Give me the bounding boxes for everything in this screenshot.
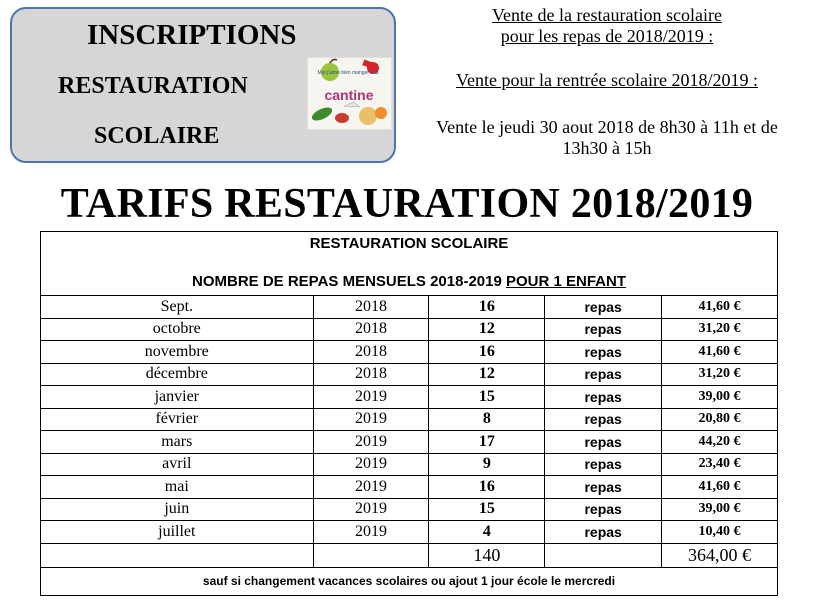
month-cell: janvier — [41, 386, 314, 409]
notice-line-1: Vente de la restauration scolaire — [492, 5, 722, 25]
unit-cell: repas — [545, 431, 662, 454]
table-header-subtitle-text: NOMBRE DE REPAS MENSUELS 2018-2019 — [192, 273, 506, 290]
unit-cell: repas — [545, 363, 662, 386]
meals-cell: 9 — [429, 453, 545, 476]
meals-cell: 16 — [429, 296, 545, 319]
month-cell: juin — [41, 498, 314, 521]
table-row — [41, 453, 778, 476]
year-cell: 2019 — [313, 386, 429, 409]
notice-line-2: pour les repas de 2018/2019 : — [500, 26, 714, 46]
meals-cell: 16 — [429, 341, 545, 364]
table-row — [41, 318, 778, 341]
month-cell: mai — [41, 476, 314, 499]
year-cell: 2019 — [313, 453, 429, 476]
meals-cell: 12 — [429, 318, 545, 341]
total-empty-cell-2 — [313, 543, 429, 567]
table-row — [41, 408, 778, 431]
price-cell: 31,20 € — [662, 318, 778, 341]
unit-cell: repas — [545, 408, 662, 431]
total-empty-cell-3 — [545, 543, 662, 567]
year-cell: 2018 — [313, 363, 429, 386]
table-header — [41, 232, 778, 296]
logo-cantine-text: cantine — [324, 87, 374, 103]
month-cell: octobre — [41, 318, 314, 341]
table-row — [41, 521, 778, 544]
table-row — [41, 296, 778, 319]
month-cell: décembre — [41, 363, 314, 386]
total-row — [41, 543, 778, 567]
year-cell: 2019 — [313, 431, 429, 454]
table-footnote: sauf si changement vacances scolaires ou ajout 1 jour école le mercredi — [41, 567, 778, 595]
price-cell: 20,80 € — [662, 408, 778, 431]
price-cell: 41,60 € — [662, 296, 778, 319]
table-row — [41, 341, 778, 364]
year-cell: 2018 — [313, 296, 429, 319]
cantine-illustration — [308, 58, 391, 129]
notice-line-5: 13h30 à 15h — [562, 138, 652, 158]
month-cell: février — [41, 408, 314, 431]
table-header-subtitle — [41, 273, 777, 290]
unit-cell: repas — [545, 386, 662, 409]
price-cell: 39,00 € — [662, 498, 778, 521]
table-row — [41, 431, 778, 454]
footer-row — [41, 567, 778, 595]
page-title: TARIFS RESTAURATION 2018/2019 — [60, 181, 754, 227]
meals-cell: 15 — [429, 498, 545, 521]
price-cell: 23,40 € — [662, 453, 778, 476]
notice-line-4: Vente le jeudi 30 aout 2018 de 8h30 à 11h et de — [436, 117, 778, 137]
box-title-scolaire: SCOLAIRE — [94, 123, 220, 149]
unit-cell: repas — [545, 453, 662, 476]
year-cell: 2018 — [313, 341, 429, 364]
price-cell: 39,00 € — [662, 386, 778, 409]
price-cell: 41,60 € — [662, 341, 778, 364]
price-cell: 10,40 € — [662, 521, 778, 544]
price-cell: 41,60 € — [662, 476, 778, 499]
total-empty-cell-1 — [41, 543, 314, 567]
year-cell: 2019 — [313, 521, 429, 544]
cantine-logo — [307, 57, 392, 130]
table-header-title: RESTAURATION SCOLAIRE — [309, 235, 509, 252]
unit-cell: repas — [545, 476, 662, 499]
unit-cell: repas — [545, 521, 662, 544]
table-row — [41, 386, 778, 409]
table-header-row — [41, 232, 778, 296]
meals-cell: 8 — [429, 408, 545, 431]
table-header-subtitle-underlined: POUR 1 ENFANT — [505, 273, 626, 290]
meals-cell: 12 — [429, 363, 545, 386]
unit-cell: repas — [545, 296, 662, 319]
logo-small-text: Moi j'aime bien manger à la — [317, 70, 379, 76]
year-cell: 2018 — [313, 318, 429, 341]
total-price-cell: 364,00 € — [662, 543, 778, 567]
box-title-inscriptions: INSCRIPTIONS — [87, 19, 297, 51]
meals-cell: 16 — [429, 476, 545, 499]
year-cell: 2019 — [313, 498, 429, 521]
month-cell: novembre — [41, 341, 314, 364]
tariff-table — [40, 231, 778, 596]
unit-cell: repas — [545, 318, 662, 341]
table-row — [41, 498, 778, 521]
price-cell: 44,20 € — [662, 431, 778, 454]
unit-cell: repas — [545, 498, 662, 521]
total-meals-cell: 140 — [429, 543, 545, 567]
year-cell: 2019 — [313, 408, 429, 431]
price-cell: 31,20 € — [662, 363, 778, 386]
table-row — [41, 363, 778, 386]
table-row — [41, 476, 778, 499]
month-cell: juillet — [41, 521, 314, 544]
month-cell: avril — [41, 453, 314, 476]
box-title-restauration: RESTAURATION — [58, 73, 248, 99]
year-cell: 2019 — [313, 476, 429, 499]
month-cell: Sept. — [41, 296, 314, 319]
notice-line-3: Vente pour la rentrée scolaire 2018/2019 : — [456, 70, 758, 90]
month-cell: mars — [41, 431, 314, 454]
unit-cell: repas — [545, 341, 662, 364]
meals-cell: 15 — [429, 386, 545, 409]
meals-cell: 4 — [429, 521, 545, 544]
meals-cell: 17 — [429, 431, 545, 454]
